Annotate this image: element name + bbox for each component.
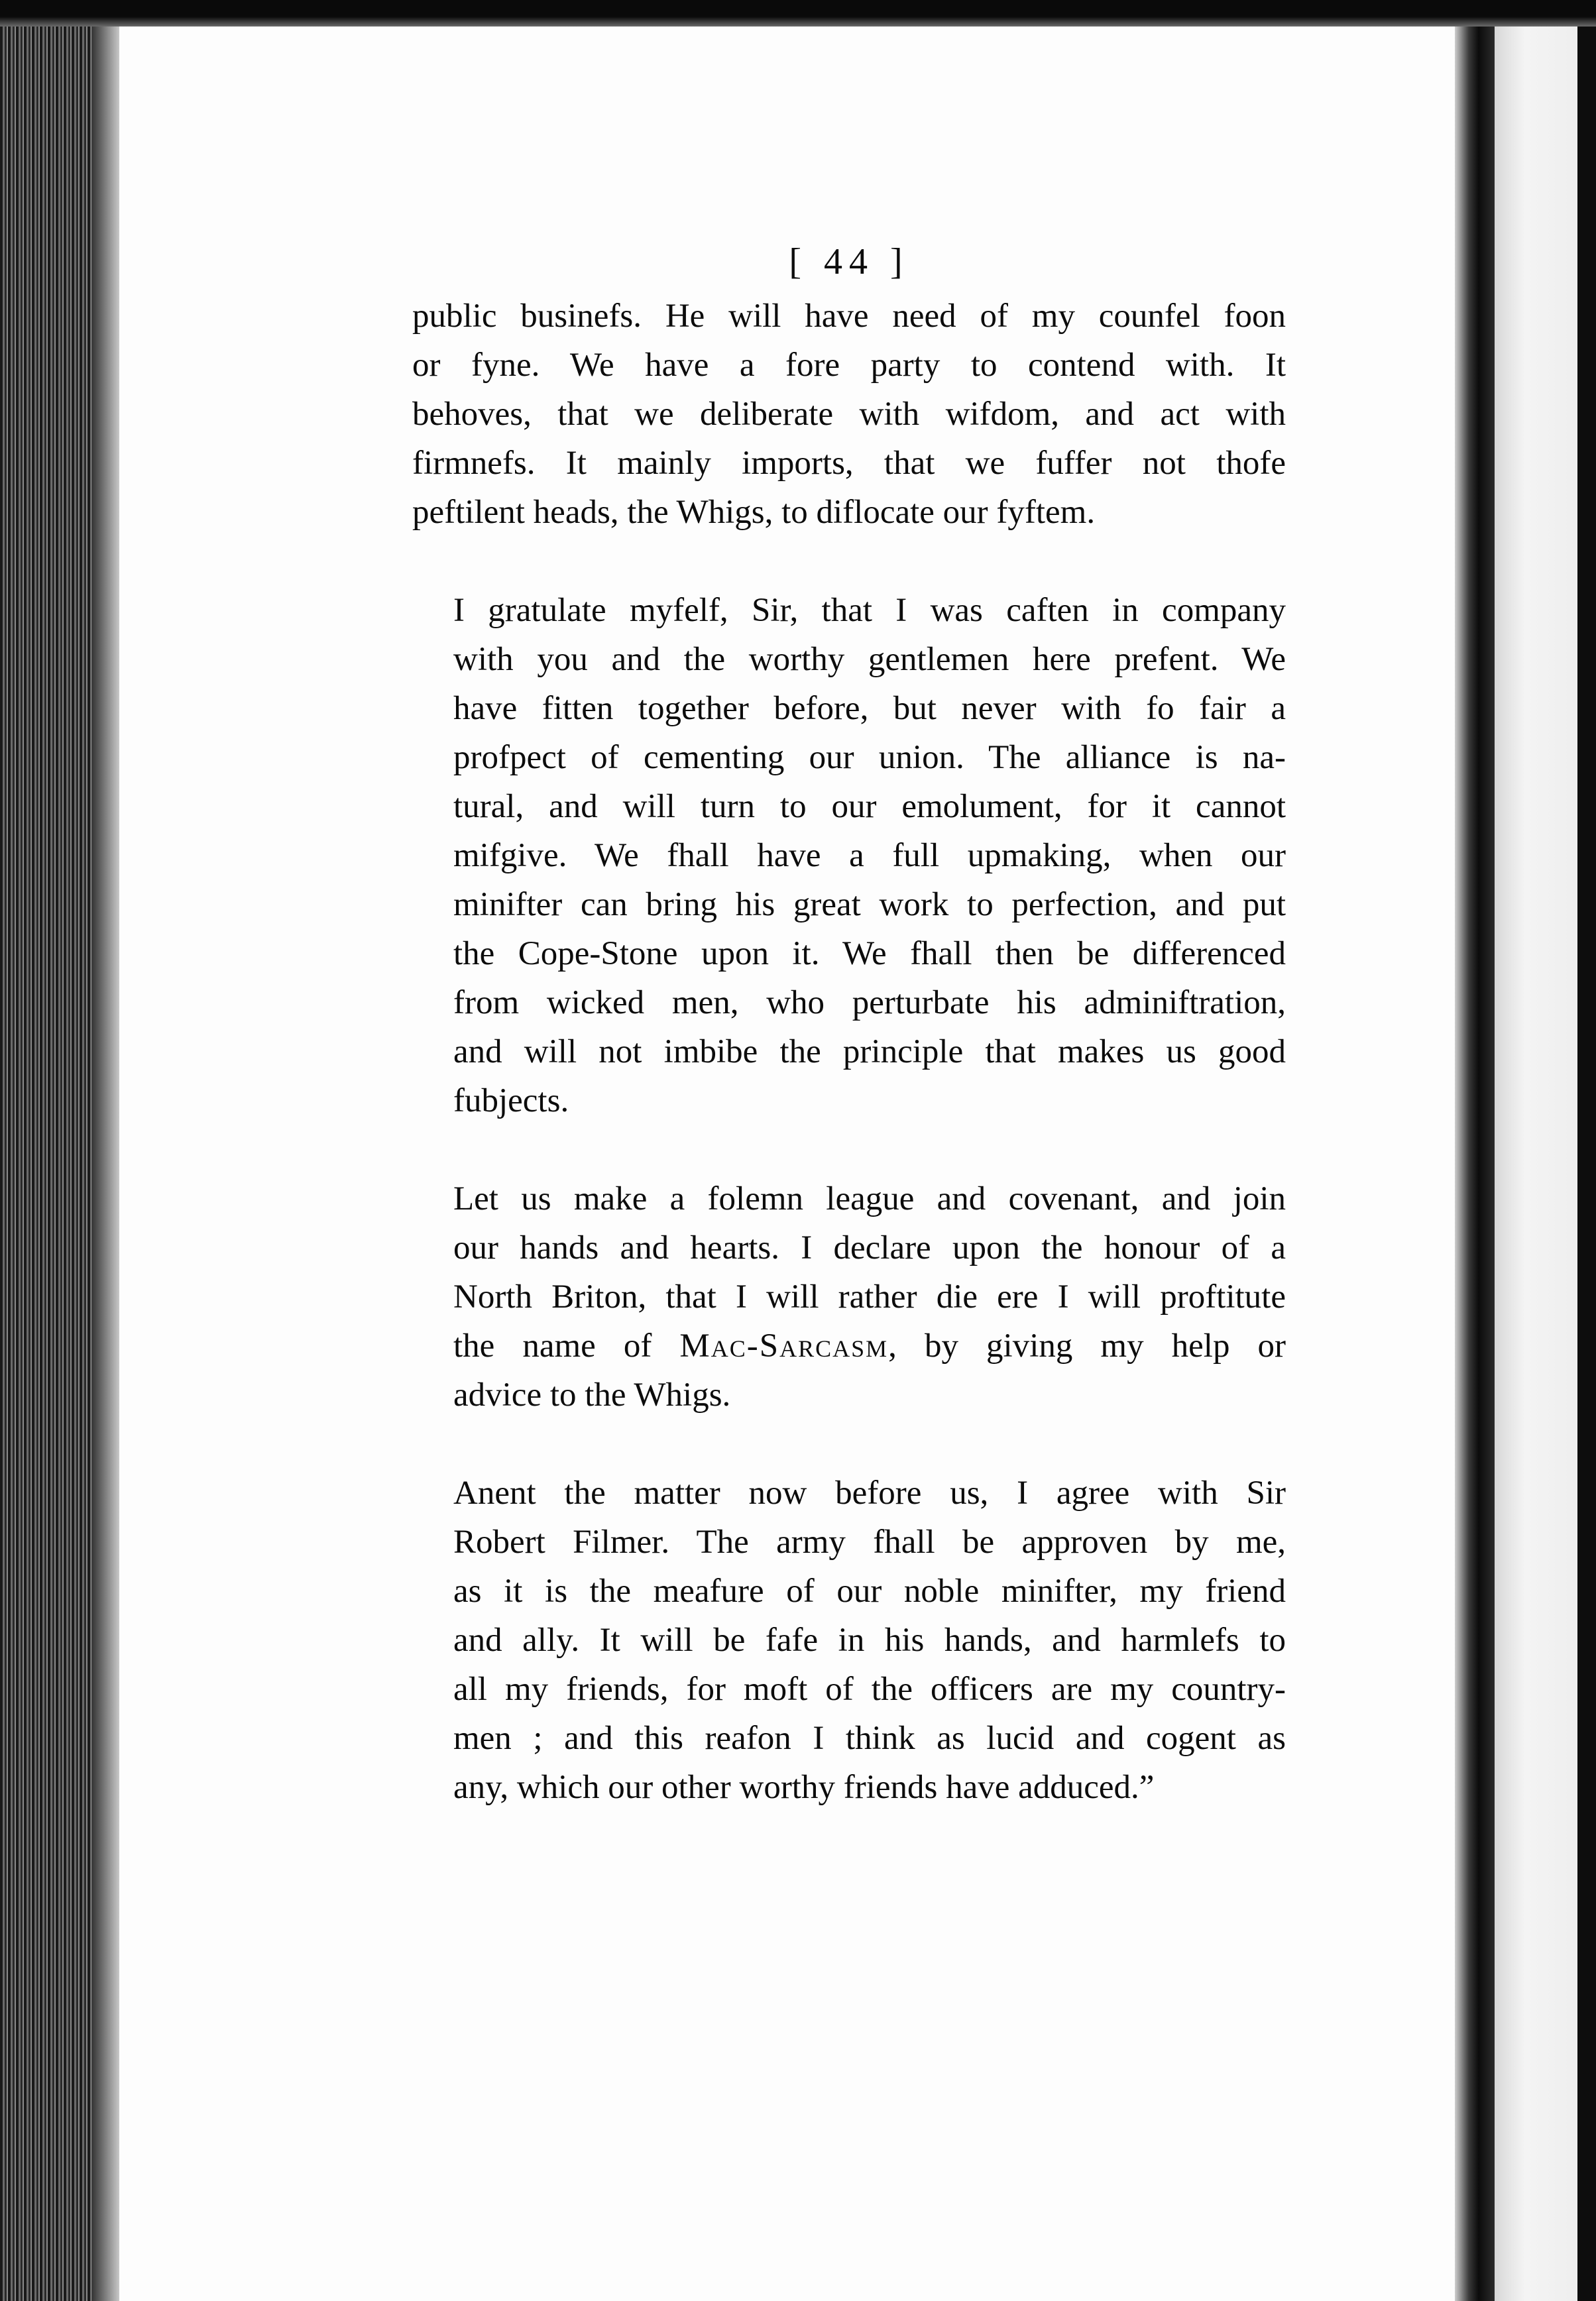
paragraph <box>412 1174 1286 1420</box>
text-line: behoves, that we deliberate with wifdom, and act with <box>412 396 1286 433</box>
text-line: North Briton, that I will rather die ere I will proftitute <box>453 1278 1286 1316</box>
text-line: fubjects. <box>453 1082 569 1119</box>
paragraph <box>412 292 1286 537</box>
text-line: public businefs. He will have need of my counfel foon <box>412 298 1286 335</box>
text-line: Robert Filmer. The army fhall be approven by me, <box>453 1524 1286 1561</box>
text-line: any, which our other worthy friends have adduced.” <box>453 1769 1155 1806</box>
page-number: [ 44 ] <box>789 241 909 282</box>
text-line: have fitten together before, but never with fo fair a <box>453 690 1286 727</box>
text-line: advice to the Whigs. <box>453 1376 731 1414</box>
facing-page-edge <box>1495 27 1596 2301</box>
text-block <box>412 239 1286 1812</box>
text-line: or fyne. We have a fore party to contend with. It <box>412 347 1286 384</box>
body-text <box>412 292 1286 1812</box>
text-line: as it is the meafure of our noble minifter, my friend <box>453 1573 1286 1610</box>
paragraph <box>412 1469 1286 1812</box>
text-line: tural, and will turn to our emolument, for it cannot <box>453 788 1286 825</box>
text-line: mifgive. We fhall have a full upmaking, when our <box>453 837 1286 874</box>
text-line: Anent the matter now before us, I agree with Sir <box>453 1475 1286 1512</box>
text-line: I gratulate myfelf, Sir, that I was caften in company <box>453 592 1286 629</box>
text-line: with you and the worthy gentlemen here prefent. We <box>453 641 1286 678</box>
text-line: all my friends, for moft of the officers are my country- <box>453 1671 1286 1708</box>
text-line: our hands and hearts. I declare upon the honour of a <box>453 1229 1286 1266</box>
text-line: minifter can bring his great work to perfection, and put <box>453 886 1286 923</box>
text-line: the Cope-Stone upon it. We fhall then be differenced <box>453 935 1286 972</box>
text-line: from wicked men, who perturbate his adminiftration, <box>453 984 1286 1021</box>
gutter-spine <box>1455 27 1495 2301</box>
text-line: and ally. It will be fafe in his hands, and harmlefs to <box>453 1622 1286 1659</box>
name-mac-sarcasm: Mac-Sarcasm <box>679 1327 889 1365</box>
top-shadow <box>0 0 1596 28</box>
book-edge-left <box>0 27 119 2301</box>
text-line: profpect of cementing our union. The alliance is na- <box>453 739 1286 776</box>
paragraph <box>412 586 1286 1125</box>
text-line: firmnefs. It mainly imports, that we fuffer not thofe <box>412 445 1286 482</box>
text-line: the name of Mac-Sarcasm, by giving my help or <box>453 1327 1286 1365</box>
text-line: peftilent heads, the Whigs, to diflocate our fyftem. <box>412 494 1096 531</box>
text-line: and will not imbibe the principle that makes us good <box>453 1033 1286 1070</box>
text-line: men ; and this reafon I think as lucid and cogent as <box>453 1720 1286 1757</box>
text-line: Let us make a folemn league and covenant, and join <box>453 1180 1286 1217</box>
